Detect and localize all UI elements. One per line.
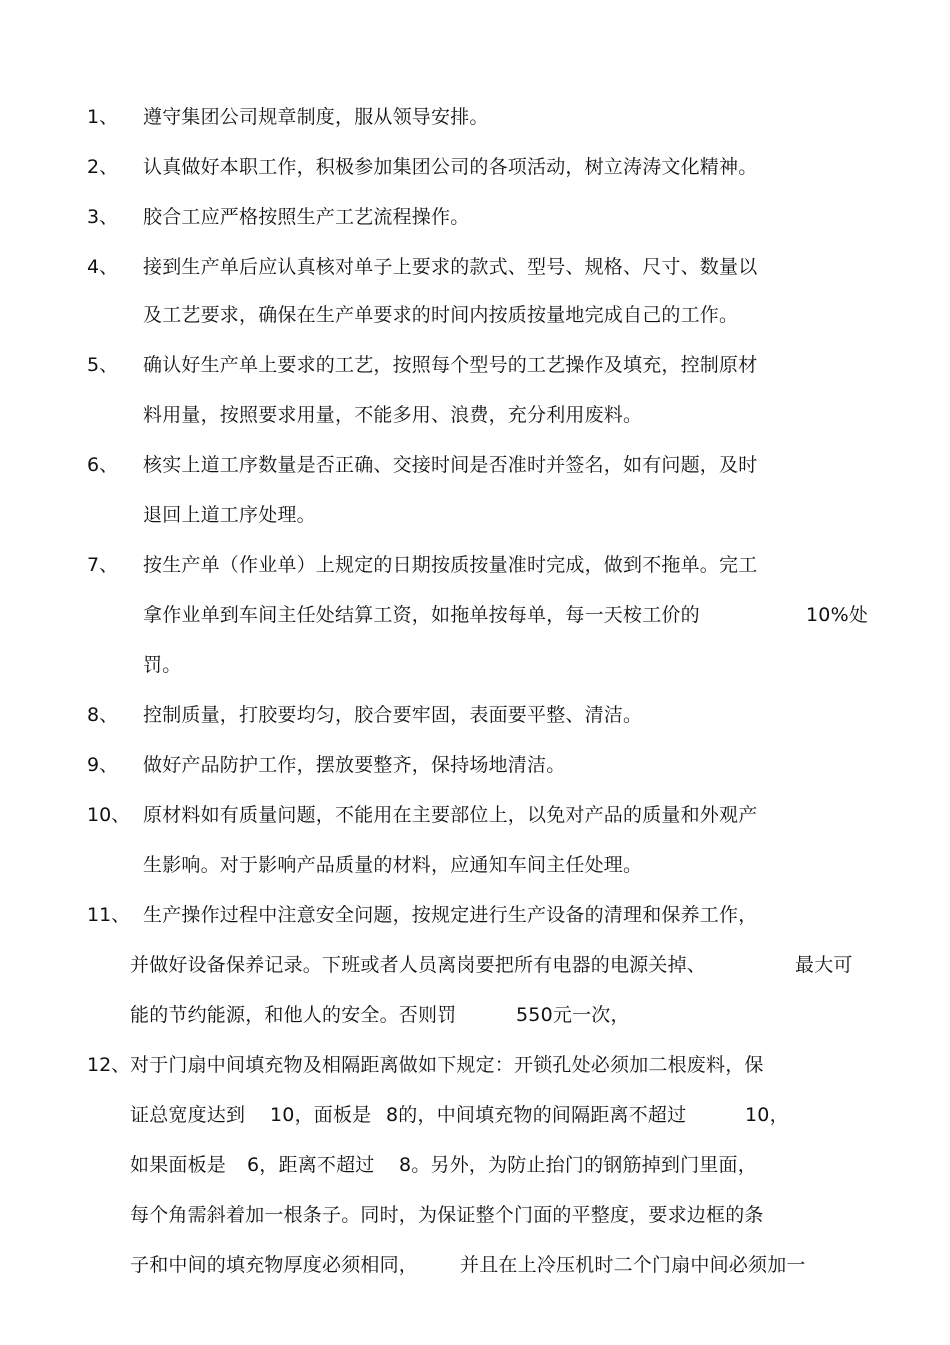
item-text: 按生产单（作业单）上规定的日期按质按量准时完成，做到不拖单。完工 [143,554,758,576]
item-text: 6，距离不超过 [247,1154,375,1176]
item-text: 罚。 [143,654,182,676]
item-text: 及工艺要求，确保在生产单要求的时间内按质按量地完成自己的工作。 [143,304,739,326]
item-text: 能的节约能源，和他人的安全。否则罚 [130,1004,457,1026]
item-text: 拿作业单到车间主任处结算工资，如拖单按每单，每一天桉工价的 [143,604,700,626]
item-number: 10、 [87,804,131,826]
item-text: 确认好生产单上要求的工艺，按照每个型号的工艺操作及填充，控制原材 [143,354,758,376]
item-text: 并且在上冷压机时二个门扇中间必须加一 [460,1254,806,1276]
item-number: 12、 [87,1054,131,1076]
item-number: 4、 [87,256,119,278]
item-text: 退回上道工序处理。 [143,504,316,526]
item-text: 做好产品防护工作，摆放要整齐，保持场地清洁。 [143,754,566,776]
item-text: 子和中间的填充物厚度必须相同， [130,1254,419,1276]
item-number: 8、 [87,704,119,726]
item-text: 料用量，按照要求用量，不能多用、浪费，充分利用废料。 [143,404,643,426]
item-text-fine: 550元一次， [516,1004,630,1026]
item-text: 生影响。对于影响产品质量的材料，应通知车间主任处理。 [143,854,643,876]
item-number: 11、 [87,904,131,926]
item-text: 10，面板是 [270,1104,372,1126]
item-number: 2、 [87,156,119,178]
item-text: 10， [745,1104,789,1126]
item-number: 1、 [87,106,119,128]
item-text: 对于门扇中间填充物及相隔距离做如下规定：开锁孔处必须加二根废料，保 [130,1054,764,1076]
item-text: 认真做好本职工作，积极参加集团公司的各项活动，树立涛涛文化精神。 [143,156,758,178]
item-text: 每个角需斜着加一根条子。同时，为保证整个门面的平整度，要求边框的条 [130,1204,764,1226]
item-number: 3、 [87,206,119,228]
item-text-penalty: 10%处 [806,604,869,626]
item-number: 5、 [87,354,119,376]
item-text: 核实上道工序数量是否正确、交接时间是否准时并签名，如有问题，及时 [143,454,758,476]
item-text: 并做好设备保养记录。下班或者人员离岗要把所有电器的电源关掉、 [130,954,707,976]
item-text: 8。另外，为防止抬门的钢筋掉到门里面， [399,1154,757,1176]
item-text: 证总宽度达到 [130,1104,246,1126]
item-number: 7、 [87,554,119,576]
item-text: 原材料如有质量问题，不能用在主要部位上，以免对产品的质量和外观产 [143,804,758,826]
item-text: 8的，中间填充物的间隔距离不超过 [386,1104,687,1126]
item-number: 9、 [87,754,119,776]
item-text: 遵守集团公司规章制度，服从领导安排。 [143,106,489,128]
item-text: 胶合工应严格按照生产工艺流程操作。 [143,206,470,228]
item-text: 控制质量，打胶要均匀，胶合要牢固，表面要平整、清洁。 [143,704,643,726]
item-text: 如果面板是 [130,1154,227,1176]
item-number: 6、 [87,454,119,476]
item-text: 生产操作过程中注意安全问题，按规定进行生产设备的清理和保养工作， [143,904,758,926]
item-text: 接到生产单后应认真核对单子上要求的款式、型号、规格、尺寸、数量以 [143,256,758,278]
item-text-fragment: 最大可 [795,954,853,976]
